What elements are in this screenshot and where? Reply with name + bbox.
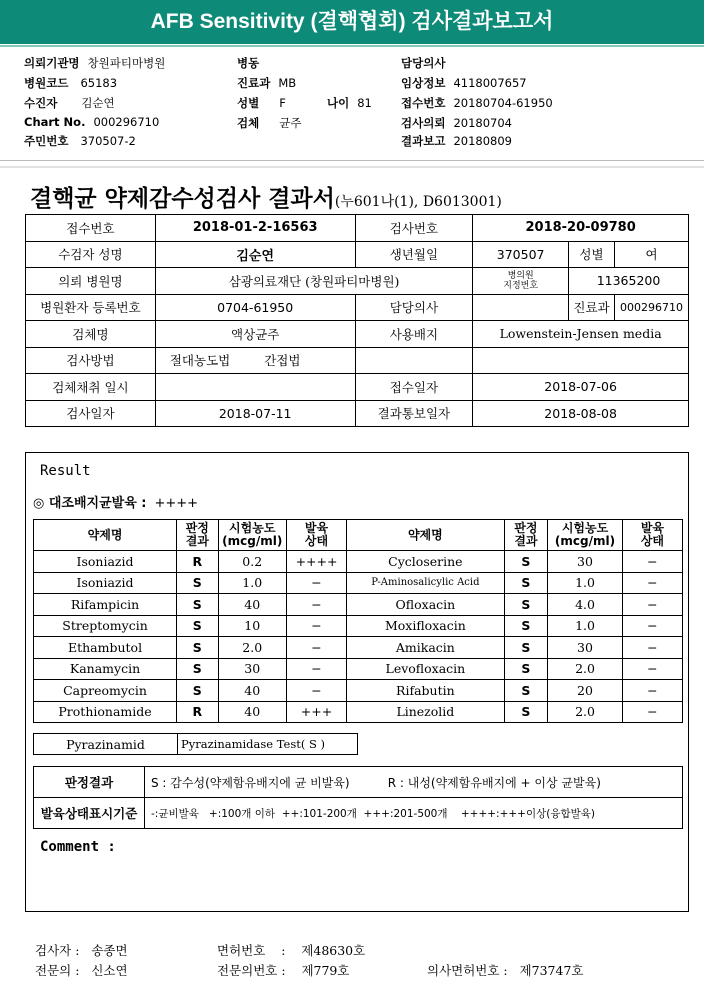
drug-name: Linezolid	[347, 701, 505, 723]
table-row	[26, 321, 689, 348]
dept-value: 000296710	[614, 294, 688, 321]
report-banner: AFB Sensitivity (결핵협회) 검사결과보고서	[0, 0, 704, 44]
header-field-report-date: 결과보고 20180809	[401, 134, 512, 148]
drug-name: Ethambutol	[34, 637, 177, 659]
table-row	[26, 374, 689, 401]
table-row	[26, 215, 689, 242]
table-row	[26, 347, 689, 374]
collect-label: 검체채취 일시	[26, 374, 156, 401]
reg-no-label: 병원환자 등록번호	[26, 294, 156, 321]
drug-name: P-Aminosalicylic Acid	[347, 572, 505, 594]
growth-status: −	[622, 551, 682, 573]
test-concentration: 30	[218, 658, 286, 680]
hospital-value: 삼광의료재단 (창원파티마병원)	[155, 268, 472, 295]
col-judge-header-2: 판정 결과	[504, 520, 548, 551]
patient-name-value: 김순연	[155, 241, 355, 268]
test-concentration: 2.0	[548, 658, 623, 680]
birth-label: 생년월일	[355, 241, 473, 268]
judge-result: S	[504, 615, 548, 637]
report-subtitle: (누601나(1), D6013001)	[334, 194, 502, 210]
judge-result: R	[177, 701, 218, 723]
table-header-row	[34, 520, 683, 551]
judge-result: S	[504, 680, 548, 702]
control-growth: ◎ 대조배지균발육 : ++++	[33, 496, 199, 511]
header-field-chart-no: Chart No. 000296710	[24, 115, 160, 129]
dept-label: 진료과	[569, 294, 615, 321]
header-divider-shadow	[0, 166, 704, 168]
patient-name-label: 수검자 성명	[26, 241, 156, 268]
growth-status: −	[622, 572, 682, 594]
drug-name: Cycloserine	[347, 551, 505, 573]
header-field-dept: 진료과 MB	[237, 76, 297, 90]
header-divider	[0, 160, 704, 161]
growth-status: −	[286, 615, 346, 637]
judge-result: S	[177, 615, 218, 637]
table-row	[34, 798, 683, 829]
pyrazinamid-table	[33, 733, 358, 755]
specialist-license: 전문의번호 : 제779호	[217, 963, 350, 978]
designated-no-value: 11365200	[569, 268, 689, 295]
receipt-date-label: 접수일자	[355, 374, 473, 401]
method-empty-cell	[355, 347, 473, 374]
drug-name: Rifabutin	[347, 680, 505, 702]
col-conc-header-2: 시험농도 (mcg/ml)	[548, 520, 623, 551]
result-label: Result	[40, 463, 91, 479]
legend-table	[33, 766, 683, 829]
doctor-license: 의사면허번호 : 제73747호	[427, 963, 584, 978]
sex-value: 여	[614, 241, 688, 268]
receipt-no-label: 접수번호	[26, 215, 156, 242]
growth-status: −	[286, 680, 346, 702]
drug-name: Ofloxacin	[347, 594, 505, 616]
growth-status: −	[622, 594, 682, 616]
table-row	[26, 294, 689, 321]
col-drug-header-2: 약제명	[347, 520, 505, 551]
judge-result: S	[504, 551, 548, 573]
notify-date-label: 결과통보일자	[355, 400, 473, 427]
header-field-clinical-info: 임상정보 4118007657	[401, 76, 527, 90]
judge-result: S	[504, 572, 548, 594]
header-field-age: 나이 81	[327, 96, 372, 110]
growth-status: ++++	[286, 551, 346, 573]
birth-value: 370507	[473, 241, 569, 268]
medium-value: Lowenstein-Jensen media	[473, 321, 689, 348]
header-field-resident-no: 주민번호 370507-2	[24, 134, 136, 148]
drug-name: Rifampicin	[34, 594, 177, 616]
growth-status: −	[286, 637, 346, 659]
judge-result: S	[177, 658, 218, 680]
test-concentration: 1.0	[218, 572, 286, 594]
test-concentration: 2.0	[548, 701, 623, 723]
header-field-sex: 성별 F	[237, 96, 286, 110]
control-growth-value: ++++	[154, 496, 199, 511]
sensitivity-table	[33, 519, 683, 723]
header-field-request-date: 검사의뢰 20180704	[401, 116, 512, 130]
col-judge-header: 판정 결과	[177, 520, 218, 551]
judge-result: S	[504, 594, 548, 616]
col-drug-header: 약제명	[34, 520, 177, 551]
header-field-doctor: 담당의사	[401, 56, 446, 70]
growth-status: −	[622, 701, 682, 723]
test-concentration: 20	[548, 680, 623, 702]
info-table	[25, 214, 689, 427]
designated-no-label: 병의원 지정번호	[473, 268, 569, 295]
test-concentration: 0.2	[218, 551, 286, 573]
test-concentration: 1.0	[548, 615, 623, 637]
table-row	[26, 241, 689, 268]
header-field-receipt-no: 접수번호 20180704-61950	[401, 96, 553, 110]
growth-status: −	[622, 615, 682, 637]
tester-license: 면허번호 : 제48630호	[217, 943, 366, 958]
test-concentration: 40	[218, 680, 286, 702]
judge-result: S	[504, 658, 548, 680]
tester-signature: 검사자 : 송종면	[35, 943, 128, 958]
drug-name: Amikacin	[347, 637, 505, 659]
header-field-specimen: 검체 균주	[237, 116, 302, 130]
growth-status: −	[622, 658, 682, 680]
judge-result: S	[504, 701, 548, 723]
judge-result: S	[177, 680, 218, 702]
header-field-hospital: 의뢰기관명 창원파티마병원	[24, 56, 166, 70]
col-growth-header-2: 발육 상태	[622, 520, 682, 551]
drug-name: Isoniazid	[34, 572, 177, 594]
table-row	[34, 594, 683, 616]
reg-no-value: 0704-61950	[155, 294, 355, 321]
judge-legend-text: S : 감수성(약제함유배지에 균 비발육) R : 내성(약제함유배지에 + 이상 균발육)	[145, 767, 683, 798]
method-value: 절대농도법 간접법	[155, 347, 355, 374]
test-concentration: 40	[218, 594, 286, 616]
test-date-label: 검사일자	[26, 400, 156, 427]
table-row	[26, 268, 689, 295]
notify-date-value: 2018-08-08	[473, 400, 689, 427]
table-row	[34, 701, 683, 723]
table-row	[34, 680, 683, 702]
hospital-label: 의뢰 병원명	[26, 268, 156, 295]
test-date-value: 2018-07-11	[155, 400, 355, 427]
test-no-label: 검사번호	[355, 215, 473, 242]
table-row	[34, 551, 683, 573]
test-concentration: 40	[218, 701, 286, 723]
judge-result: S	[177, 637, 218, 659]
header-field-ward: 병동	[237, 56, 260, 70]
drug-name: Isoniazid	[34, 551, 177, 573]
test-concentration: 4.0	[548, 594, 623, 616]
pyrazinamid-value: Pyrazinamidase Test( S )	[178, 734, 358, 755]
table-row	[26, 400, 689, 427]
judge-result: S	[504, 637, 548, 659]
table-row	[34, 658, 683, 680]
table-row	[34, 734, 358, 755]
specimen-value: 액상균주	[155, 321, 355, 348]
specimen-label: 검체명	[26, 321, 156, 348]
method-empty-cell-2	[473, 347, 689, 374]
test-concentration: 1.0	[548, 572, 623, 594]
test-concentration: 2.0	[218, 637, 286, 659]
drug-name: Prothionamide	[34, 701, 177, 723]
method-label: 검사방법	[26, 347, 156, 374]
test-concentration: 10	[218, 615, 286, 637]
drug-name: Capreomycin	[34, 680, 177, 702]
table-row	[34, 767, 683, 798]
drug-name: Kanamycin	[34, 658, 177, 680]
header-field-hospital-code: 병원코드 65183	[24, 76, 118, 90]
test-no-value: 2018-20-09780	[473, 215, 689, 242]
test-concentration: 30	[548, 551, 623, 573]
receipt-date-value: 2018-07-06	[473, 374, 689, 401]
drug-name: Moxifloxacin	[347, 615, 505, 637]
growth-status: +++	[286, 701, 346, 723]
header-field-patient: 수진자 김순연	[24, 96, 115, 110]
collect-value	[155, 374, 355, 401]
col-growth-header: 발육 상태	[286, 520, 346, 551]
drug-name: Streptomycin	[34, 615, 177, 637]
doctor-value	[473, 294, 569, 321]
growth-legend-text: -:균비발육 +:100개 이하 ++:101-200개 +++:201-500개 ++++:+++이상(융합발육)	[145, 798, 683, 829]
col-conc-header: 시험농도 (mcg/ml)	[218, 520, 286, 551]
growth-status: −	[286, 658, 346, 680]
growth-status: −	[622, 680, 682, 702]
comment-label: Comment :	[40, 839, 116, 855]
table-row	[34, 615, 683, 637]
pyrazinamid-name: Pyrazinamid	[34, 734, 178, 755]
banner-underline	[0, 45, 704, 47]
specialist-signature: 전문의 : 신소연	[35, 963, 128, 978]
growth-status: −	[622, 637, 682, 659]
receipt-no-value: 2018-01-2-16563	[155, 215, 355, 242]
judge-result: S	[177, 594, 218, 616]
report-title: 결핵균 약제감수성검사 결과서(누601나(1), D6013001)	[30, 185, 502, 212]
judge-legend-label: 판정결과	[34, 767, 145, 798]
drug-name: Levofloxacin	[347, 658, 505, 680]
medium-label: 사용배지	[355, 321, 473, 348]
growth-status: −	[286, 572, 346, 594]
growth-status: −	[286, 594, 346, 616]
table-row	[34, 572, 683, 594]
test-concentration: 30	[548, 637, 623, 659]
growth-legend-label: 발육상태표시기준	[34, 798, 145, 829]
sex-label: 성별	[569, 241, 615, 268]
judge-result: R	[177, 551, 218, 573]
doctor-label: 담당의사	[355, 294, 473, 321]
table-row	[34, 637, 683, 659]
judge-result: S	[177, 572, 218, 594]
